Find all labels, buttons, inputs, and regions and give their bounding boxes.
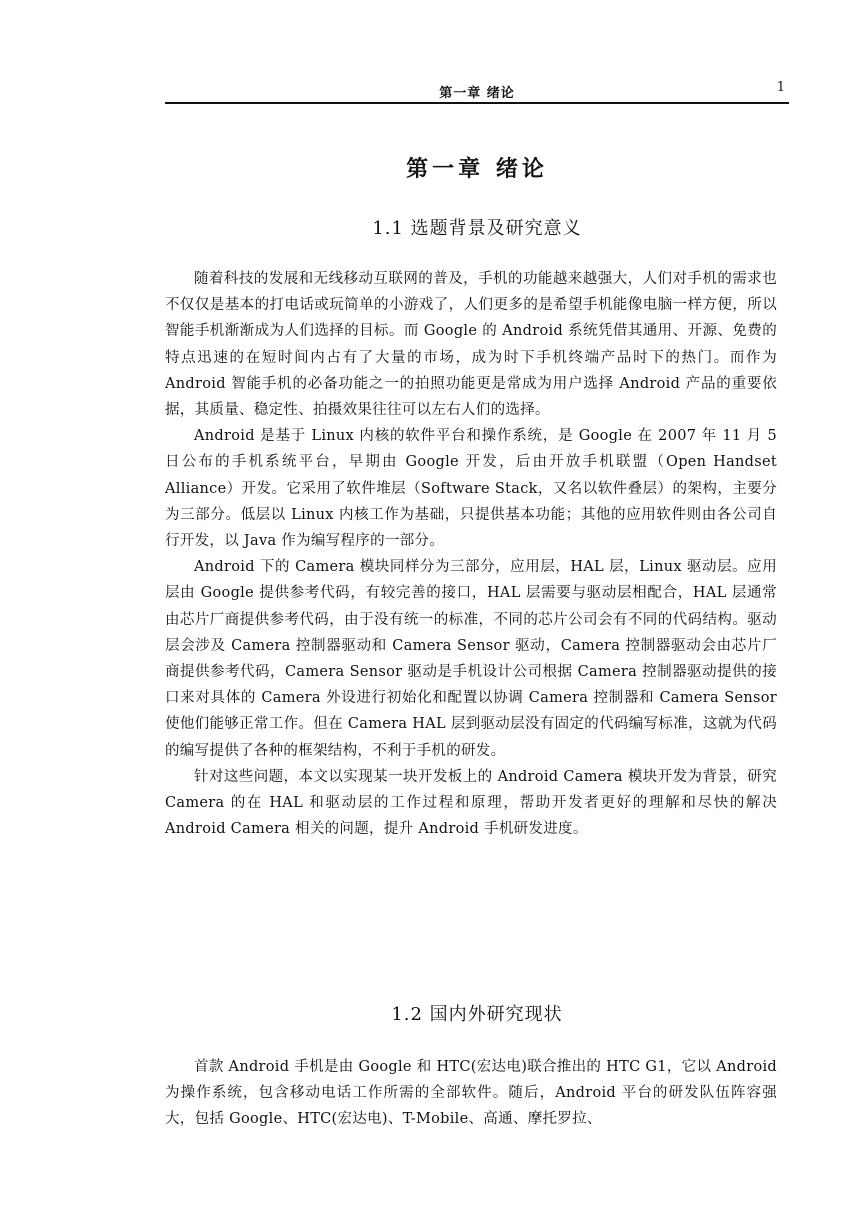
paragraph: 随着科技的发展和无线移动互联网的普及，手机的功能越来越强大，人们对手机的需求也不仅仅是基本的打电话或玩简单的小游戏了，人们更多的是希望手机能像电脑一样方便，所以智能手机渐渐成为人们选择的目标。而 Google 的 Android 系统凭借其通用、开源、免费的特点迅速的在短时间内占有了大量的市场，成为时下手机终端产品时下的热门。而作为 Android 智能手机的必备功能之一的拍照功能更是常成为用户选择 Android 产品的重要依据，其质量、稳定性、拍摄效果往往可以左右人们的选择。 bbox=[165, 271, 777, 419]
paragraph: 首款 Android 手机是由 Google 和 HTC(宏达电)联合推出的 HTC G1，它以 Android 为操作系统，包含移动电话工作所需的全部软件。随后，Android 平台的研发队伍阵容强大，包括 Google、HTC(宏达电)、T-Mobile、高通、摩托罗拉、 bbox=[165, 1059, 777, 1128]
chapter-title: 第一章 绪论 bbox=[406, 157, 548, 182]
section-1-2-body bbox=[165, 1054, 777, 1133]
section-heading-1-2: 1.2 国内外研究现状 bbox=[391, 1004, 563, 1025]
page-number: 1 bbox=[776, 80, 785, 95]
paragraph: 针对这些问题，本文以实现某一块开发板上的 Android Camera 模块开发为背景，研究 Camera 的在 HAL 和驱动层的工作过程和原理，帮助开发者更好的理解和尽快的解决 Android Camera 相关的问题，提升 Android 手机研发进度。 bbox=[165, 768, 777, 838]
paragraph: Android 下的 Camera 模块同样分为三部分，应用层，HAL 层，Linux 驱动层。应用层由 Google 提供参考代码，有较完善的接口，HAL 层需要与驱动层相配合，HAL 层通常由芯片厂商提供参考代码，由于没有统一的标准，不同的芯片公司会有不同的代码结构。驱动层会涉及 Camera 控制器驱动和 Camera Sensor 驱动，Camera 控制器驱动会由芯片厂商提供参考代码，Camera Sensor 驱动是手机设计公司根据 Camera 控制器驱动提供的接口来对具体的 Camera 外设进行初始化和配置以协调 Camera 控制器和 Camera Sensor 使他们能够正常工作。但在 Camera HAL 层到驱动层没有固定的代码编写标准，这就为代码的编写提供了各种的框架结构，不利于手机的研发。 bbox=[165, 559, 777, 759]
section-heading-1-1: 1.1 选题背景及研究意义 bbox=[372, 218, 582, 239]
section-1-1-body bbox=[165, 266, 777, 842]
running-header-title: 第一章 绪论 bbox=[439, 86, 515, 101]
running-header bbox=[165, 80, 789, 104]
paragraph: Android 是基于 Linux 内核的软件平台和操作系统，是 Google 在 2007 年 11 月 5 日公布的手机系统平台，早期由 Google 开发，后由开放手机联盟（Open Handset Alliance）开发。它采用了软件堆层（Software Stack，又名以软件叠层）的架构，主要分为三部分。低层以 Linux 内核工作为基础，只提供基本功能；其他的应用软件则由各公司自行开发，以 Java 作为编写程序的一部分。 bbox=[165, 428, 777, 550]
header-rule bbox=[165, 102, 789, 104]
